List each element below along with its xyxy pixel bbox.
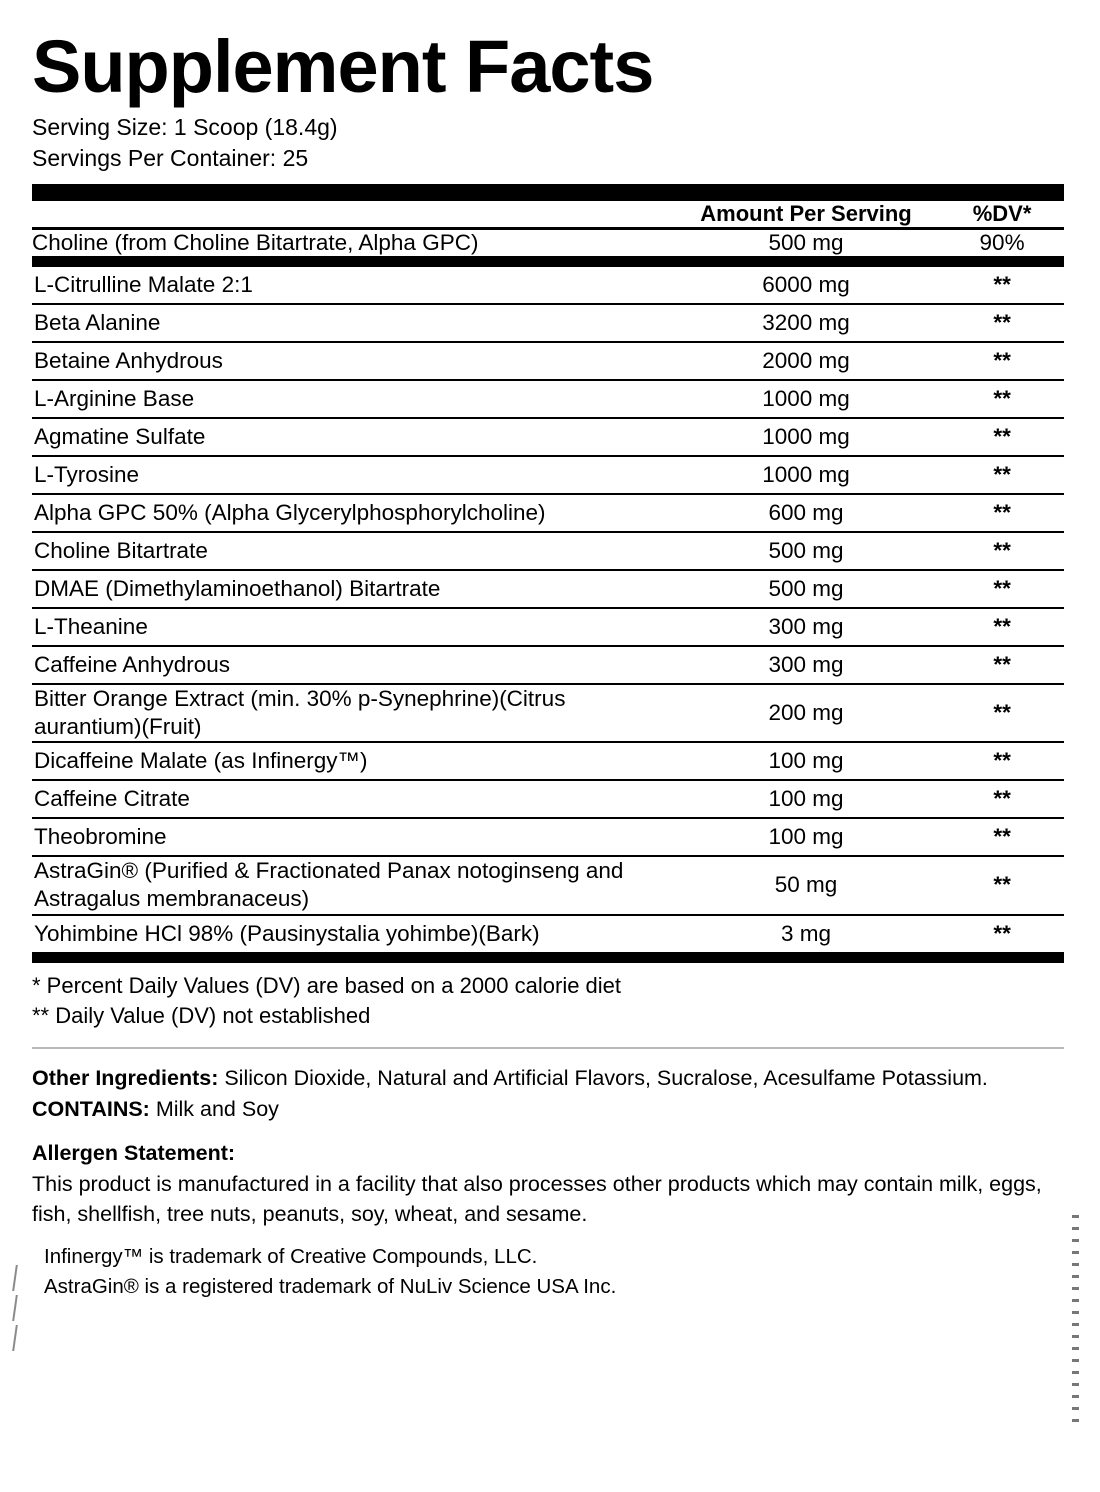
table-header-row — [32, 201, 1064, 227]
ingredient-name: L-Theanine — [32, 608, 672, 646]
ingredient-name: DMAE (Dimethylaminoethanol) Bitartrate — [32, 570, 672, 608]
ingredient-dv: ** — [940, 818, 1064, 856]
servings-per-container: Servings Per Container: 25 — [32, 145, 309, 172]
allergen-block — [32, 1138, 1064, 1230]
table-row — [32, 608, 1064, 646]
ingredient-amount: 200 mg — [672, 684, 940, 742]
ingredient-amount: 100 mg — [672, 780, 940, 818]
ingredient-amount: 1000 mg — [672, 418, 940, 456]
table-row — [32, 915, 1064, 952]
allergen-text: This product is manufactured in a facility that also processes other products which may contain milk, eggs, fish, shellfish, tree nuts, peanuts, soy, wheat, and sesame. — [32, 1171, 1042, 1227]
ingredient-name: AstraGin® (Purified & Fractionated Panax notoginseng and Astragalus membranaceus) — [32, 856, 672, 914]
ingredient-amount: 500 mg — [672, 532, 940, 570]
ingredient-dv: ** — [940, 380, 1064, 418]
ingredient-amount: 3200 mg — [672, 304, 940, 342]
ingredient-amount: 100 mg — [672, 742, 940, 780]
table-row — [32, 684, 1064, 742]
ingredient-amount: 3 mg — [780, 920, 832, 946]
ingredient-name: L-Tyrosine — [32, 456, 672, 494]
nutrient-amount: 500 mg — [768, 230, 844, 256]
serving-size: Serving Size: 1 Scoop (18.4g) — [32, 114, 338, 140]
divider-medium — [32, 256, 1064, 267]
ingredient-dv: ** — [993, 920, 1011, 946]
divider-gray — [32, 1047, 1064, 1049]
ingredients-table — [32, 267, 1064, 952]
table-row — [32, 342, 1064, 380]
divider-thick-top — [32, 184, 1064, 201]
ingredient-name: Theobromine — [32, 818, 672, 856]
ingredient-dv: ** — [940, 780, 1064, 818]
table-row — [32, 780, 1064, 818]
table-row — [32, 818, 1064, 856]
trademark-block — [32, 1230, 1064, 1301]
ingredient-amount: 1000 mg — [672, 456, 940, 494]
edge-marks-left — [8, 1261, 22, 1381]
ingredient-amount: 2000 mg — [672, 342, 940, 380]
ingredient-name: Yohimbine HCl 98% (Pausinystalia yohimbe)(Bark) — [34, 920, 540, 946]
ingredient-amount: 1000 mg — [672, 380, 940, 418]
table-row — [32, 418, 1064, 456]
table-row — [32, 267, 1064, 304]
trademark-infinergy: Infinergy™ is trademark of Creative Compounds, LLC. — [44, 1244, 538, 1268]
ingredient-name: L-Arginine Base — [32, 380, 672, 418]
ingredient-dv: ** — [940, 456, 1064, 494]
ingredient-dv: ** — [940, 856, 1064, 914]
ingredient-dv: ** — [940, 570, 1064, 608]
ingredient-dv: ** — [940, 532, 1064, 570]
ingredient-name: Caffeine Anhydrous — [32, 646, 672, 684]
other-ingredients — [32, 1063, 1064, 1124]
nutrient-name: Choline (from Choline Bitartrate, Alpha GPC) — [32, 230, 479, 256]
table-row — [32, 532, 1064, 570]
table-row — [32, 456, 1064, 494]
footnote-dv-basis: * Percent Daily Values (DV) are based on a 2000 calorie diet — [32, 972, 622, 998]
other-ingredients-label: Other Ingredients: — [32, 1066, 219, 1091]
contains-text: Milk and Soy — [149, 1096, 279, 1121]
table-row — [32, 304, 1064, 342]
ingredient-dv: ** — [940, 684, 1064, 742]
table-row — [32, 570, 1064, 608]
ingredient-amount: 600 mg — [672, 494, 940, 532]
divider-bottom-medium — [32, 952, 1064, 963]
ingredient-amount: 500 mg — [672, 570, 940, 608]
ingredient-name: Agmatine Sulfate — [32, 418, 672, 456]
spacer — [32, 1124, 1064, 1138]
page-title: Supplement Facts — [32, 25, 654, 108]
table-row — [32, 856, 1064, 914]
ingredient-amount: 6000 mg — [672, 267, 940, 304]
ingredient-name: Dicaffeine Malate (as Infinergy™) — [32, 742, 672, 780]
ingredient-name: L-Citrulline Malate 2:1 — [32, 267, 672, 304]
ingredient-dv: ** — [940, 494, 1064, 532]
allergen-heading: Allergen Statement: — [32, 1141, 236, 1166]
ingredient-name: Betaine Anhydrous — [32, 342, 672, 380]
primary-nutrient-table — [32, 230, 1064, 256]
ingredient-dv: ** — [940, 418, 1064, 456]
ingredient-name: Choline Bitartrate — [32, 532, 672, 570]
ingredient-amount: 100 mg — [672, 818, 940, 856]
supplement-facts-panel — [8, 6, 1086, 1486]
header-percent-dv: %DV* — [972, 201, 1032, 227]
ingredient-dv: ** — [940, 304, 1064, 342]
ingredient-amount: 50 mg — [672, 856, 940, 914]
ingredient-name: Bitter Orange Extract (min. 30% p-Synephrine)(Citrus aurantium)(Fruit) — [32, 684, 672, 742]
table-row — [32, 646, 1064, 684]
header-amount-per-serving: Amount Per Serving — [700, 201, 912, 227]
ingredient-dv: ** — [940, 742, 1064, 780]
ingredient-dv: ** — [940, 342, 1064, 380]
ingredient-name: Beta Alanine — [32, 304, 672, 342]
contains-label: CONTAINS: — [32, 1096, 150, 1121]
ingredient-name: Alpha GPC 50% (Alpha Glycerylphosphorylcholine) — [32, 494, 672, 532]
table-row — [32, 742, 1064, 780]
edge-marks-right — [1072, 1206, 1084, 1486]
footnotes — [32, 963, 1064, 1038]
table-row — [32, 230, 1064, 256]
nutrient-dv: 90% — [979, 230, 1025, 256]
nutrition-table — [32, 201, 1064, 227]
ingredient-amount: 300 mg — [672, 646, 940, 684]
trademark-astragin: AstraGin® is a registered trademark of NuLiv Science USA Inc. — [44, 1274, 617, 1298]
ingredient-dv: ** — [940, 267, 1064, 304]
table-row — [32, 380, 1064, 418]
ingredient-dv: ** — [940, 646, 1064, 684]
footnote-dv-not-established: ** Daily Value (DV) not established — [32, 1002, 371, 1028]
table-row — [32, 494, 1064, 532]
other-ingredients-text: Silicon Dioxide, Natural and Artificial Flavors, Sucralose, Acesulfame Potassium. — [218, 1066, 988, 1091]
ingredient-dv: ** — [940, 608, 1064, 646]
label-content — [18, 16, 1078, 1301]
header-nutrient — [32, 201, 672, 227]
ingredient-name: Caffeine Citrate — [32, 780, 672, 818]
ingredient-amount: 300 mg — [672, 608, 940, 646]
